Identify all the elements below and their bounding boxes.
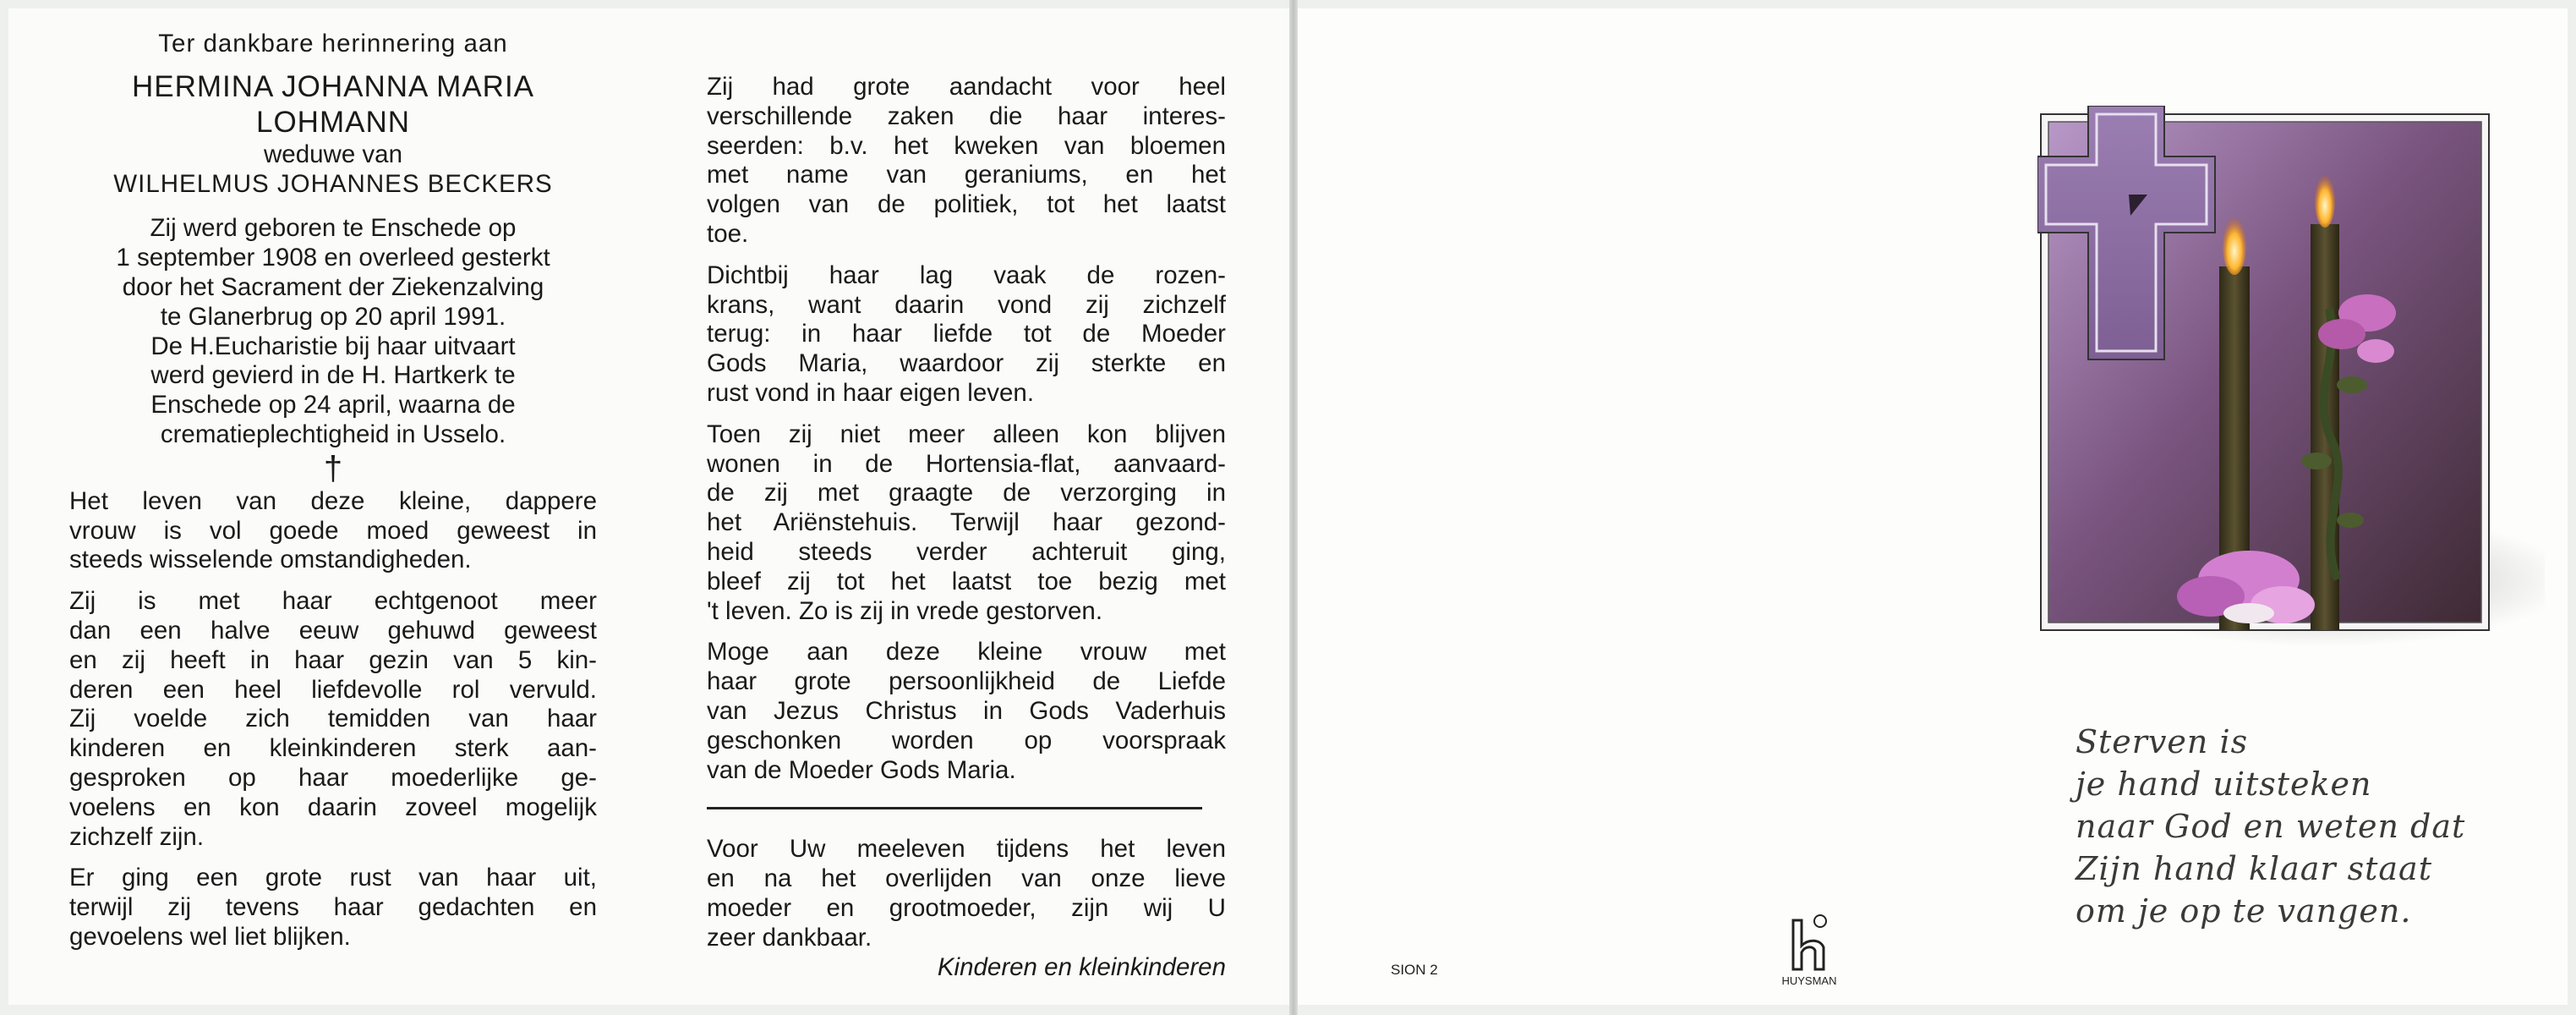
paragraph-1 [69, 487, 597, 575]
text-line: terwijl zij tevens haar gedachten en [69, 893, 597, 922]
ivy-leaf [2301, 453, 2332, 469]
bio-line: te Glanerbrug op 20 april 1991. [160, 302, 506, 331]
text-line: haar grote persoonlijkheid de Liefde [707, 667, 1226, 696]
photo-illustration [2037, 106, 2545, 664]
text-line: steeds wisselende omstandigheden. [69, 546, 472, 574]
text-line: vrouw is vol goede moed geweest in [69, 516, 597, 545]
divider-line [707, 807, 1202, 809]
candles-and-cross-photo [2037, 106, 2545, 664]
text-line: Zij had grote aandacht voor heel [707, 73, 1226, 101]
text-line: Zij voelde zich temidden van haar [69, 705, 597, 733]
text-line: dan een halve eeuw gehuwd geweest [69, 616, 597, 645]
memorial-quote [2076, 721, 2465, 932]
paragraph-7 [707, 638, 1226, 785]
text-line: het Ariënstehuis. Terwijl haar gezond- [707, 508, 1226, 537]
signoff-text: Kinderen en kleinkinderen [937, 952, 1226, 981]
logo-text: HUYSMAN [1781, 974, 1837, 987]
text-line: en zij heeft in haar gezin van 5 kin- [69, 645, 597, 674]
ivy-leaf [2337, 513, 2364, 528]
text-line: van de Moeder Gods Maria. [707, 755, 1016, 784]
quote-line: om je op te vangen. [2076, 892, 2412, 930]
quote-line: je hand uitsteken [2076, 765, 2372, 803]
text-line: en na het overlijden van onze lieve [707, 864, 1226, 893]
text-line: terug: in haar liefde tot de Moeder [707, 320, 1226, 348]
text-line: zeer dankbaar. [707, 923, 872, 952]
text-line: krans, want daarin vond zij zichzelf [707, 290, 1226, 319]
memorial-column-right [707, 73, 1226, 982]
text-line: Zij is met haar echtgenoot meer [69, 587, 597, 616]
paragraph-4 [707, 73, 1226, 250]
bio-line: 1 september 1908 en overleed gesterkt [116, 244, 550, 272]
text-line: gevoelens wel liet blijken. [69, 922, 351, 951]
bio-line: werd gevierd in de H. Hartkerk te [150, 361, 516, 390]
text-line: de zij met graagte de verzorging in [707, 479, 1226, 508]
text-line: voelens en kon daarin zoveel mogelijk [69, 793, 597, 821]
text-line: van Jezus Christus in Gods Vaderhuis [707, 696, 1226, 725]
quote-line: Zijn hand klaar staat [2076, 850, 2432, 887]
print-code: SION 2 [1391, 962, 1438, 978]
card-front [1298, 8, 2568, 1005]
card-inner-left [8, 8, 1289, 1005]
bio-line: crematieplechtigheid in Usselo. [160, 420, 506, 448]
widow-of-text: weduwe van [264, 140, 402, 168]
card-fold [1289, 0, 1298, 1015]
bio-line: door het Sacrament der Ziekenzalving [122, 272, 544, 301]
bio-line: Enschede op 24 april, waarna de [150, 391, 516, 420]
paragraph-2 [69, 587, 597, 852]
text-line: deren een heel liefdevolle rol vervuld. [69, 675, 597, 704]
text-line: Moge aan deze kleine vrouw met [707, 638, 1226, 667]
text-line: zichzelf zijn. [69, 822, 205, 851]
text-line: kinderen en kleinkinderen sterk aan- [69, 734, 597, 763]
text-line: Voor Uw meeleven tijdens het leven [707, 835, 1226, 864]
text-line: Het leven van deze kleine, dappere [69, 486, 597, 515]
text-line: heid steeds verder achteruit ging, [707, 537, 1226, 566]
text-line: moeder en grootmoeder, zijn wij U [707, 893, 1226, 922]
text-line: 't leven. Zo is zij in vrede gestorven. [707, 596, 1103, 625]
flame-right [2315, 173, 2335, 228]
intro-text: Ter dankbare herinnering aan [158, 30, 508, 58]
text-line: bleef zij tot het laatst toe bezig met [707, 567, 1226, 595]
text-line: gesproken op haar moederlijke ge- [69, 763, 597, 792]
spouse-name: WILHELMUS JOHANNES BECKERS [113, 169, 553, 198]
cross-icon: † [323, 449, 343, 487]
ivy-leaf [2337, 376, 2367, 393]
bio-line: Zij werd geboren te Enschede op [150, 214, 517, 243]
text-line: seerden: b.v. het kweken van bloemen [707, 131, 1226, 160]
logo-circle [1814, 915, 1826, 927]
text-line: Dichtbij haar lag vaak de rozen- [707, 261, 1226, 289]
quote-line: Sterven is [2076, 723, 2249, 760]
quote-line: naar God en weten dat [2076, 808, 2466, 845]
paragraph-5 [707, 261, 1226, 409]
text-line: verschillende zaken die haar interes- [707, 102, 1226, 130]
text-line: Er ging een grote rust van haar uit, [69, 864, 597, 892]
deceased-name-line1: HERMINA JOHANNA MARIA [131, 69, 535, 103]
text-line: Gods Maria, waardoor zij sterkte en [707, 349, 1226, 378]
text-line: geschonken worden op voorspraak [707, 726, 1226, 754]
bio-block [69, 214, 597, 449]
flame-left [2223, 216, 2246, 275]
text-line: toe. [707, 219, 749, 248]
text-line: volgen van de politiek, tot het laatst [707, 190, 1226, 219]
bio-line: De H.Eucharistie bij haar uitvaart [150, 332, 516, 360]
huysman-logo [1780, 914, 1839, 990]
paragraph-6 [707, 420, 1226, 627]
text-line: Toen zij niet meer alleen kon blijven [707, 420, 1226, 448]
deceased-name-line2: LOHMANN [255, 105, 411, 139]
text-line: wonen in de Hortensia-flat, aanvaard- [707, 449, 1226, 478]
text-line: rust vond in haar eigen leven. [707, 378, 1035, 407]
paragraph-3 [69, 864, 597, 952]
text-line: met name van geraniums, en het [707, 161, 1226, 189]
thanks-paragraph [707, 835, 1226, 952]
memorial-column-left [69, 30, 597, 952]
